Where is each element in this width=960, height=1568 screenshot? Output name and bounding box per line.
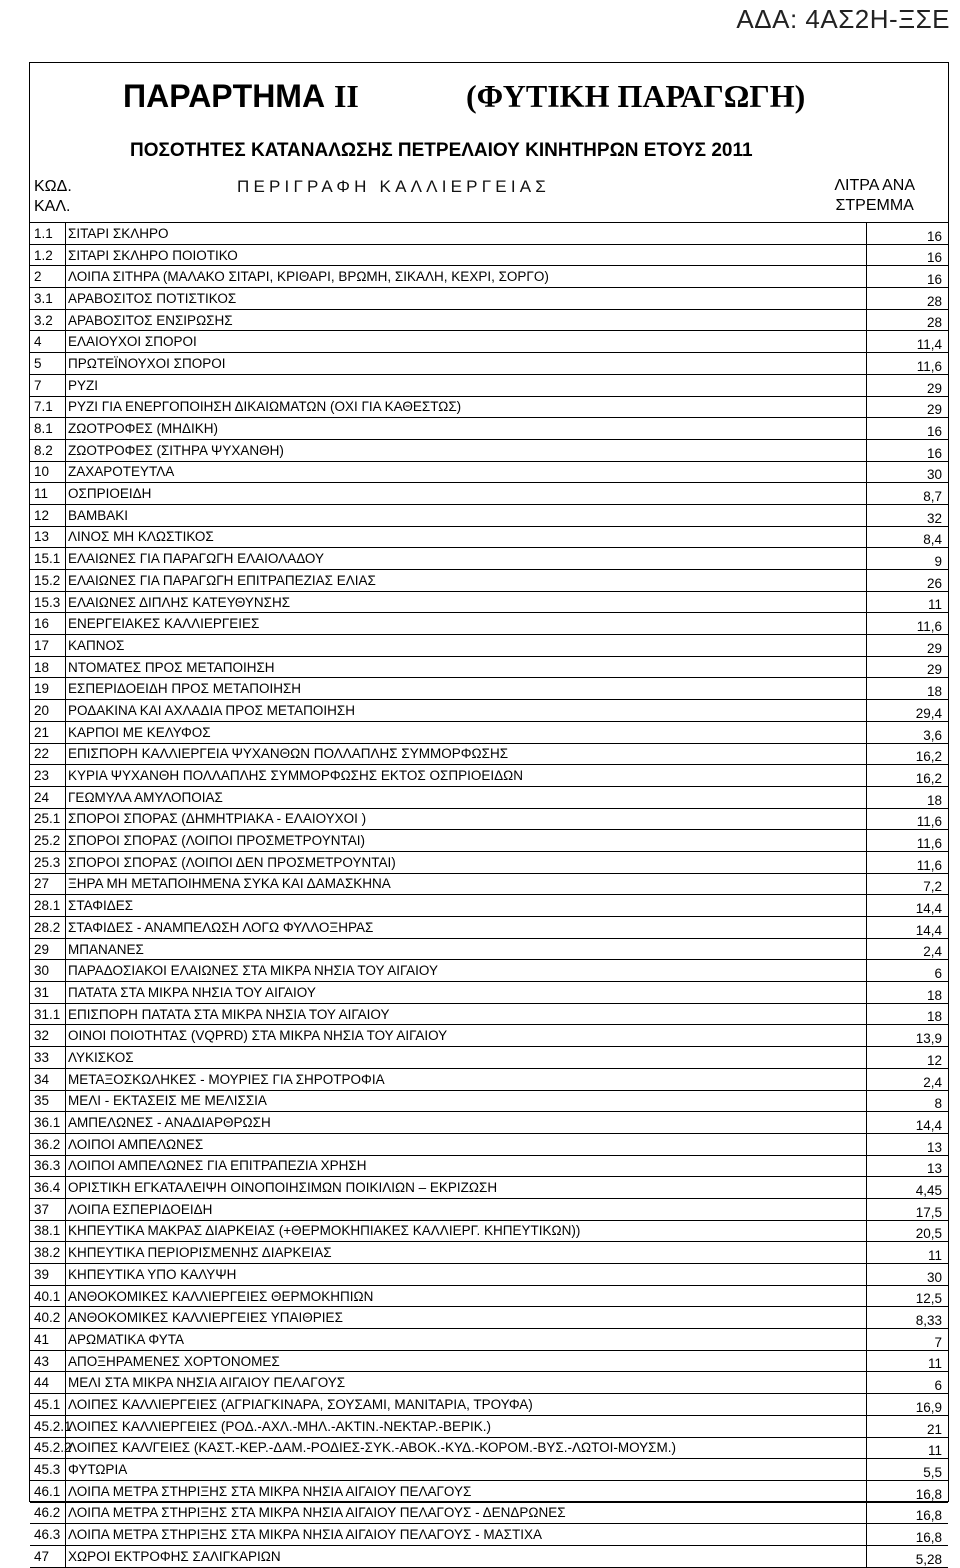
liters-per-stremma-cell: 5,28 [867, 1545, 949, 1567]
crop-description-cell: ΜΕΛΙ - ΕΚΤΑΣΕΙΣ ΜΕ ΜΕΛΙΣΣΙΑ [66, 1090, 867, 1112]
crop-code-cell: 45.2.2 [30, 1437, 66, 1459]
liters-per-stremma-cell: 14,4 [867, 895, 949, 917]
crop-description-cell: ΝΤΟΜΑΤΕΣ ΠΡΟΣ ΜΕΤΑΠΟΙΗΣΗ [66, 656, 867, 678]
document-subtitle: ΠΟΣΟΤΗΤΕΣ ΚΑΤΑΝΑΛΩΣΗΣ ΠΕΤΡΕΛΑΙΟΥ ΚΙΝΗΤΗΡΩΝ ΕΤΟΥΣ 2011 [130, 140, 753, 161]
crop-description-cell: ΞΗΡΑ ΜΗ ΜΕΤΑΠΟΙΗΜΕΝΑ ΣΥΚΑ ΚΑΙ ΔΑΜΑΣΚΗΝΑ [66, 873, 867, 895]
crop-description-cell: ΣΤΑΦΙΔΕΣ - ΑΝΑΜΠΕΛΩΣΗ ΛΟΓΩ ΦΥΛΛΟΞΗΡΑΣ [66, 917, 867, 939]
liters-per-stremma-cell: 8,7 [867, 483, 949, 505]
table-row [30, 678, 948, 700]
liters-per-stremma-cell: 14,4 [867, 1112, 949, 1134]
table-row [30, 808, 948, 830]
crop-code-cell: 2 [30, 266, 66, 288]
crop-description-cell: ΕΛΑΙΟΥΧΟΙ ΣΠΟΡΟΙ [66, 331, 867, 353]
table-row [30, 873, 948, 895]
table-row [30, 700, 948, 722]
crop-description-cell: ΣΠΟΡΟΙ ΣΠΟΡΑΣ (ΛΟΙΠΟΙ ΔΕΝ ΠΡΟΣΜΕΤΡΟΥΝΤΑΙ) [66, 851, 867, 873]
table-row [30, 1003, 948, 1025]
crop-code-cell: 35 [30, 1090, 66, 1112]
liters-per-stremma-cell: 21 [867, 1415, 949, 1437]
crop-code-cell: 1.2 [30, 244, 66, 266]
liters-per-stremma-cell: 17,5 [867, 1198, 949, 1220]
liters-per-stremma-cell: 7 [867, 1329, 949, 1351]
table-row [30, 504, 948, 526]
liters-per-stremma-cell: 29 [867, 635, 949, 657]
crop-description-cell: ΣΙΤΑΡΙ ΣΚΛΗΡΟ ΠΟΙΟΤΙΚΟ [66, 244, 867, 266]
crop-code-cell: 4 [30, 331, 66, 353]
crop-code-cell: 15.1 [30, 548, 66, 570]
liters-per-stremma-cell: 18 [867, 786, 949, 808]
crop-description-cell: ΡΟΔΑΚΙΝΑ ΚΑΙ ΑΧΛΑΔΙΑ ΠΡΟΣ ΜΕΤΑΠΟΙΗΣΗ [66, 700, 867, 722]
cultivation-table-body [30, 223, 948, 1568]
crop-code-cell: 32 [30, 1025, 66, 1047]
liters-per-stremma-cell: 8,4 [867, 526, 949, 548]
liters-per-stremma-cell: 11,6 [867, 808, 949, 830]
crop-description-cell: ΒΑΜΒΑΚΙ [66, 504, 867, 526]
table-row [30, 309, 948, 331]
crop-code-cell: 25.2 [30, 830, 66, 852]
liters-per-stremma-cell: 29 [867, 374, 949, 396]
table-row [30, 548, 948, 570]
liters-per-stremma-cell: 8 [867, 1090, 949, 1112]
crop-description-cell: ΚΑΠΝΟΣ [66, 635, 867, 657]
crop-description-cell: ΕΠΙΣΠΟΡΗ ΠΑΤΑΤΑ ΣΤΑ ΜΙΚΡΑ ΝΗΣΙΑ ΤΟΥ ΑΙΓΑΙΟΥ [66, 1003, 867, 1025]
liters-per-stremma-cell: 28 [867, 288, 949, 310]
crop-code-cell: 24 [30, 786, 66, 808]
crop-code-cell: 46.3 [30, 1524, 66, 1546]
crop-code-cell: 41 [30, 1329, 66, 1351]
crop-code-cell: 13 [30, 526, 66, 548]
crop-code-cell: 46.1 [30, 1480, 66, 1502]
liters-per-stremma-cell: 11 [867, 1242, 949, 1264]
crop-code-cell: 36.3 [30, 1155, 66, 1177]
table-row [30, 1047, 948, 1069]
crop-code-cell: 43 [30, 1350, 66, 1372]
table-row [30, 1220, 948, 1242]
liters-per-stremma-cell: 16,8 [867, 1524, 949, 1546]
crop-code-cell: 40.1 [30, 1285, 66, 1307]
table-row [30, 765, 948, 787]
table-row [30, 1133, 948, 1155]
crop-code-cell: 33 [30, 1047, 66, 1069]
crop-code-cell: 20 [30, 700, 66, 722]
liters-per-stremma-cell: 14,4 [867, 917, 949, 939]
crop-description-cell: ΑΡΩΜΑΤΙΚΑ ΦΥΤΑ [66, 1329, 867, 1351]
liters-per-stremma-cell: 2,4 [867, 938, 949, 960]
crop-code-cell: 31 [30, 982, 66, 1004]
crop-code-cell: 12 [30, 504, 66, 526]
crop-description-cell: ΠΑΤΑΤΑ ΣΤΑ ΜΙΚΡΑ ΝΗΣΙΑ ΤΟΥ ΑΙΓΑΙΟΥ [66, 982, 867, 1004]
crop-code-cell: 47 [30, 1545, 66, 1567]
crop-description-cell: ΚΗΠΕΥΤΙΚΑ ΥΠΟ ΚΑΛΥΨΗ [66, 1264, 867, 1286]
table-row [30, 223, 948, 245]
crop-description-cell: ΛΟΙΠΟΙ ΑΜΠΕΛΩΝΕΣ [66, 1133, 867, 1155]
crop-code-cell: 45.1 [30, 1394, 66, 1416]
liters-per-stremma-cell: 11,6 [867, 353, 949, 375]
table-row [30, 331, 948, 353]
crop-description-cell: ΕΣΠΕΡΙΔΟΕΙΔΗ ΠΡΟΣ ΜΕΤΑΠΟΙΗΣΗ [66, 678, 867, 700]
crop-description-cell: ΚΑΡΠΟΙ ΜΕ ΚΕΛΥΦΟΣ [66, 721, 867, 743]
table-row [30, 526, 948, 548]
liters-per-stremma-cell: 12,5 [867, 1285, 949, 1307]
table-row [30, 1459, 948, 1481]
crop-description-cell: ΛΟΙΠΕΣ ΚΑΛΛΙΕΡΓΕΙΕΣ (ΑΓΡΙΑΓΚΙΝΑΡΑ, ΣΟΥΣΑΜΙ, ΜΑΝΙΤΑΡΙΑ, ΤΡΟΥΦΑ) [66, 1394, 867, 1416]
table-row [30, 1090, 948, 1112]
crop-code-cell: 15.2 [30, 570, 66, 592]
liters-per-stremma-cell: 8,33 [867, 1307, 949, 1329]
liters-per-stremma-cell: 18 [867, 982, 949, 1004]
crop-description-cell: ΡΥΖΙ ΓΙΑ ΕΝΕΡΓΟΠΟΙΗΣΗ ΔΙΚΑΙΩΜΑΤΩΝ (ΟΧΙ ΓΙΑ ΚΑΘΕΣΤΩΣ) [66, 396, 867, 418]
crop-code-cell: 46.2 [30, 1502, 66, 1524]
crop-code-cell: 19 [30, 678, 66, 700]
crop-code-cell: 3.2 [30, 309, 66, 331]
liters-per-stremma-cell: 16 [867, 223, 949, 245]
crop-code-cell: 25.3 [30, 851, 66, 873]
crop-code-cell: 25.1 [30, 808, 66, 830]
cultivation-table [30, 222, 948, 1568]
liters-per-stremma-cell: 29,4 [867, 700, 949, 722]
column-header-code [34, 177, 72, 217]
liters-per-stremma-cell: 28 [867, 309, 949, 331]
liters-per-stremma-cell: 16,2 [867, 743, 949, 765]
table-row [30, 439, 948, 461]
crop-description-cell: ΛΟΙΠΕΣ ΚΑΛΛΙΕΡΓΕΙΕΣ (ΡΟΔ.-ΑΧΛ.-ΜΗΛ.-ΑΚΤΙΝ.-ΝΕΚΤΑΡ.-ΒΕΡΙΚ.) [66, 1415, 867, 1437]
crop-code-cell: 8.2 [30, 439, 66, 461]
crop-code-cell: 36.1 [30, 1112, 66, 1134]
table-row [30, 960, 948, 982]
crop-description-cell: ΣΙΤΑΡΙ ΣΚΛΗΡΟ [66, 223, 867, 245]
crop-description-cell: ΚΗΠΕΥΤΙΚΑ ΜΑΚΡΑΣ ΔΙΑΡΚΕΙΑΣ (+ΘΕΡΜΟΚΗΠΙΑΚΕΣ ΚΑΛΛΙΕΡΓ. ΚΗΠΕΥΤΙΚΩΝ)) [66, 1220, 867, 1242]
crop-description-cell: ΧΩΡΟΙ ΕΚΤΡΟΦΗΣ ΣΑΛΙΓΚΑΡΙΩΝ [66, 1545, 867, 1567]
column-header-liters-line2: ΣΤΡΕΜΜΑ [835, 197, 914, 214]
table-row [30, 613, 948, 635]
production-type-title: (ΦΥΤΙΚΗ ΠΑΡΑΓΩΓΗ) [466, 78, 806, 114]
annex-title [123, 78, 359, 115]
table-row [30, 461, 948, 483]
liters-per-stremma-cell: 16 [867, 418, 949, 440]
crop-description-cell: ΛΟΙΠΕΣ ΚΑΛ/ΓΕΙΕΣ (ΚΑΣΤ.-ΚΕΡ.-ΔΑΜ.-ΡΟΔΙΕΣ-ΣΥΚ.-ΑΒΟΚ.-ΚΥΔ.-ΚΟΡΟΜ.-ΒΥΣ.-ΛΩΤΟΙ-ΜΟΥΣΜ.) [66, 1437, 867, 1459]
table-row [30, 721, 948, 743]
table-row [30, 1480, 948, 1502]
crop-code-cell: 45.2.1 [30, 1415, 66, 1437]
crop-description-cell: ΣΠΟΡΟΙ ΣΠΟΡΑΣ (ΔΗΜΗΤΡΙΑΚΑ - ΕΛΑΙΟΥΧΟΙ ) [66, 808, 867, 830]
table-row [30, 418, 948, 440]
crop-code-cell: 18 [30, 656, 66, 678]
crop-code-cell: 31.1 [30, 1003, 66, 1025]
table-row [30, 1025, 948, 1047]
table-row [30, 1329, 948, 1351]
crop-code-cell: 37 [30, 1198, 66, 1220]
crop-description-cell: ΜΕΛΙ ΣΤΑ ΜΙΚΡΑ ΝΗΣΙΑ ΑΙΓΑΙΟΥ ΠΕΛΑΓΟΥΣ [66, 1372, 867, 1394]
table-row [30, 851, 948, 873]
liters-per-stremma-cell: 11,6 [867, 851, 949, 873]
crop-description-cell: ΠΑΡΑΔΟΣΙΑΚΟΙ ΕΛΑΙΩΝΕΣ ΣΤΑ ΜΙΚΡΑ ΝΗΣΙΑ ΤΟΥ ΑΙΓΑΙΟΥ [66, 960, 867, 982]
column-header-code-line1: ΚΩΔ. [34, 178, 72, 195]
crop-description-cell: ΚΥΡΙΑ ΨΥΧΑΝΘΗ ΠΟΛΛΑΠΛΗΣ ΣΥΜΜΟΡΦΩΣΗΣ ΕΚΤΟΣ ΟΣΠΡΙΟΕΙΔΩΝ [66, 765, 867, 787]
table-row [30, 570, 948, 592]
crop-description-cell: ΖΑΧΑΡΟΤΕΥΤΛΑ [66, 461, 867, 483]
crop-description-cell: ΕΛΑΙΩΝΕΣ ΓΙΑ ΠΑΡΑΓΩΓΗ ΕΠΙΤΡΑΠΕΖΙΑΣ ΕΛΙΑΣ [66, 570, 867, 592]
crop-description-cell: ΛΟΙΠΑ ΜΕΤΡΑ ΣΤΗΡΙΞΗΣ ΣΤΑ ΜΙΚΡΑ ΝΗΣΙΑ ΑΙΓΑΙΟΥ ΠΕΛΑΓΟΥΣ - ΜΑΣΤΙΧΑ [66, 1524, 867, 1546]
annex-title-word: ΠΑΡΑΡΤΗΜΑ [123, 78, 326, 114]
liters-per-stremma-cell: 32 [867, 504, 949, 526]
table-row [30, 374, 948, 396]
crop-code-cell: 16 [30, 613, 66, 635]
crop-description-cell: ΑΡΑΒΟΣΙΤΟΣ ΕΝΣΙΡΩΣΗΣ [66, 309, 867, 331]
crop-description-cell: ΕΠΙΣΠΟΡΗ ΚΑΛΛΙΕΡΓΕΙΑ ΨΥΧΑΝΘΩΝ ΠΟΛΛΑΠΛΗΣ ΣΥΜΜΟΡΦΩΣΗΣ [66, 743, 867, 765]
table-row [30, 895, 948, 917]
crop-description-cell: ΛΟΙΠΟΙ ΑΜΠΕΛΩΝΕΣ ΓΙΑ ΕΠΙΤΡΑΠΕΖΙΑ ΧΡΗΣΗ [66, 1155, 867, 1177]
crop-description-cell: ΑΝΘΟΚΟΜΙΚΕΣ ΚΑΛΛΙΕΡΓΕΙΕΣ ΘΕΡΜΟΚΗΠΙΩΝ [66, 1285, 867, 1307]
table-row [30, 244, 948, 266]
crop-code-cell: 39 [30, 1264, 66, 1286]
crop-code-cell: 44 [30, 1372, 66, 1394]
crop-description-cell: ΛΟΙΠΑ ΕΣΠΕΡΙΔΟΕΙΔΗ [66, 1198, 867, 1220]
liters-per-stremma-cell: 16,9 [867, 1394, 949, 1416]
liters-per-stremma-cell: 16,2 [867, 765, 949, 787]
crop-description-cell: ΜΠΑΝΑΝΕΣ [66, 938, 867, 960]
liters-per-stremma-cell: 7,2 [867, 873, 949, 895]
title-row [0, 78, 960, 118]
crop-code-cell: 3.1 [30, 288, 66, 310]
annex-roman-numeral: II [333, 78, 359, 114]
liters-per-stremma-cell: 11 [867, 591, 949, 613]
crop-code-cell: 7 [30, 374, 66, 396]
crop-code-cell: 30 [30, 960, 66, 982]
crop-description-cell: ΑΠΟΞΗΡΑΜΕΝΕΣ ΧΟΡΤΟΝΟΜΕΣ [66, 1350, 867, 1372]
crop-description-cell: ΕΛΑΙΩΝΕΣ ΓΙΑ ΠΑΡΑΓΩΓΗ ΕΛΑΙΟΛΑΔΟΥ [66, 548, 867, 570]
liters-per-stremma-cell: 18 [867, 1003, 949, 1025]
table-row [30, 830, 948, 852]
crop-description-cell: ΕΛΑΙΩΝΕΣ ΔΙΠΛΗΣ ΚΑΤΕΥΘΥΝΣΗΣ [66, 591, 867, 613]
liters-per-stremma-cell: 16 [867, 266, 949, 288]
table-row [30, 266, 948, 288]
liters-per-stremma-cell: 3,6 [867, 721, 949, 743]
crop-description-cell: ΟΣΠΡΙΟΕΙΔΗ [66, 483, 867, 505]
crop-description-cell: ΛΙΝΟΣ ΜΗ ΚΛΩΣΤΙΚΟΣ [66, 526, 867, 548]
table-row [30, 1112, 948, 1134]
liters-per-stremma-cell: 13,9 [867, 1025, 949, 1047]
table-row [30, 1285, 948, 1307]
crop-description-cell: ΛΟΙΠΑ ΜΕΤΡΑ ΣΤΗΡΙΞΗΣ ΣΤΑ ΜΙΚΡΑ ΝΗΣΙΑ ΑΙΓΑΙΟΥ ΠΕΛΑΓΟΥΣ - ΔΕΝΔΡΩΝΕΣ [66, 1502, 867, 1524]
table-row [30, 1372, 948, 1394]
liters-per-stremma-cell: 11,4 [867, 331, 949, 353]
table-row [30, 1155, 948, 1177]
liters-per-stremma-cell: 16 [867, 244, 949, 266]
table-row [30, 656, 948, 678]
crop-description-cell: ΛΟΙΠΑ ΣΙΤΗΡΑ (ΜΑΛΑΚΟ ΣΙΤΑΡΙ, ΚΡΙΘΑΡΙ, ΒΡΩΜΗ, ΣΙΚΑΛΗ, ΚΕΧΡΙ, ΣΟΡΓΟ) [66, 266, 867, 288]
crop-code-cell: 27 [30, 873, 66, 895]
crop-code-cell: 15.3 [30, 591, 66, 613]
crop-code-cell: 7.1 [30, 396, 66, 418]
liters-per-stremma-cell: 13 [867, 1133, 949, 1155]
liters-per-stremma-cell: 26 [867, 570, 949, 592]
table-row [30, 1545, 948, 1567]
table-row [30, 591, 948, 613]
crop-code-cell: 17 [30, 635, 66, 657]
liters-per-stremma-cell: 5,5 [867, 1459, 949, 1481]
crop-description-cell: ΣΠΟΡΟΙ ΣΠΟΡΑΣ (ΛΟΙΠΟΙ ΠΡΟΣΜΕΤΡΟΥΝΤΑΙ) [66, 830, 867, 852]
crop-code-cell: 22 [30, 743, 66, 765]
table-row [30, 743, 948, 765]
crop-description-cell: ΑΝΘΟΚΟΜΙΚΕΣ ΚΑΛΛΙΕΡΓΕΙΕΣ ΥΠΑΙΘΡΙΕΣ [66, 1307, 867, 1329]
crop-code-cell: 36.4 [30, 1177, 66, 1199]
crop-code-cell: 28.2 [30, 917, 66, 939]
liters-per-stremma-cell: 29 [867, 396, 949, 418]
crop-code-cell: 40.2 [30, 1307, 66, 1329]
liters-per-stremma-cell: 30 [867, 1264, 949, 1286]
crop-description-cell: ΑΡΑΒΟΣΙΤΟΣ ΠΟΤΙΣΤΙΚΟΣ [66, 288, 867, 310]
table-row [30, 1524, 948, 1546]
table-row [30, 1068, 948, 1090]
column-header-code-line2: ΚΑΛ. [34, 198, 71, 215]
liters-per-stremma-cell: 6 [867, 1372, 949, 1394]
table-row [30, 1307, 948, 1329]
table-row [30, 917, 948, 939]
table-row [30, 1437, 948, 1459]
crop-description-cell: ΟΡΙΣΤΙΚΗ ΕΓΚΑΤΑΛΕΙΨΗ ΟΙΝΟΠΟΙΗΣΙΜΩΝ ΠΟΙΚΙΛΙΩΝ – ΕΚΡΙΖΩΣΗ [66, 1177, 867, 1199]
table-row [30, 1394, 948, 1416]
crop-code-cell: 38.1 [30, 1220, 66, 1242]
crop-code-cell: 21 [30, 721, 66, 743]
liters-per-stremma-cell: 13 [867, 1155, 949, 1177]
crop-code-cell: 29 [30, 938, 66, 960]
crop-description-cell: ΦΥΤΩΡΙΑ [66, 1459, 867, 1481]
crop-description-cell: ΜΕΤΑΞΟΣΚΩΛΗΚΕΣ - ΜΟΥΡΙΕΣ ΓΙΑ ΣΗΡΟΤΡΟΦΙΑ [66, 1068, 867, 1090]
crop-code-cell: 10 [30, 461, 66, 483]
column-header-liters [834, 176, 915, 216]
liters-per-stremma-cell: 11 [867, 1350, 949, 1372]
table-row [30, 982, 948, 1004]
document-ada-code: ΑΔΑ: 4ΑΣ2Η-ΞΣΕ [736, 4, 950, 34]
liters-per-stremma-cell: 11 [867, 1437, 949, 1459]
table-row [30, 1502, 948, 1524]
liters-per-stremma-cell: 18 [867, 678, 949, 700]
crop-description-cell: ΑΜΠΕΛΩΝΕΣ - ΑΝΑΔΙΑΡΘΡΩΣΗ [66, 1112, 867, 1134]
liters-per-stremma-cell: 6 [867, 960, 949, 982]
crop-description-cell: ΠΡΩΤΕΪΝΟΥΧΟΙ ΣΠΟΡΟΙ [66, 353, 867, 375]
crop-code-cell: 28.1 [30, 895, 66, 917]
table-row [30, 288, 948, 310]
liters-per-stremma-cell: 2,4 [867, 1068, 949, 1090]
liters-per-stremma-cell: 16,8 [867, 1480, 949, 1502]
table-row [30, 1242, 948, 1264]
liters-per-stremma-cell: 30 [867, 461, 949, 483]
liters-per-stremma-cell: 9 [867, 548, 949, 570]
table-row [30, 635, 948, 657]
column-header-description: ΠΕΡΙΓΡΑΦΗ ΚΑΛΛΙΕΡΓΕΙΑΣ [237, 177, 550, 196]
liters-per-stremma-cell: 4,45 [867, 1177, 949, 1199]
table-row [30, 1415, 948, 1437]
table-row [30, 483, 948, 505]
crop-description-cell: ΓΕΩΜΥΛΑ ΑΜΥΛΟΠΟΙΑΣ [66, 786, 867, 808]
crop-description-cell: ΕΝΕΡΓΕΙΑΚΕΣ ΚΑΛΛΙΕΡΓΕΙΕΣ [66, 613, 867, 635]
column-header-liters-line1: ΛΙΤΡΑ ΑΝΑ [834, 177, 915, 194]
table-row [30, 1198, 948, 1220]
crop-description-cell: ΖΩΟΤΡΟΦΕΣ (ΣΙΤΗΡΑ ΨΥΧΑΝΘΗ) [66, 439, 867, 461]
crop-description-cell: ΣΤΑΦΙΔΕΣ [66, 895, 867, 917]
liters-per-stremma-cell: 16 [867, 439, 949, 461]
table-row [30, 1177, 948, 1199]
crop-code-cell: 45.3 [30, 1459, 66, 1481]
crop-description-cell: ΖΩΟΤΡΟΦΕΣ (ΜΗΔΙΚΗ) [66, 418, 867, 440]
liters-per-stremma-cell: 12 [867, 1047, 949, 1069]
crop-code-cell: 11 [30, 483, 66, 505]
crop-description-cell: ΡΥΖΙ [66, 374, 867, 396]
crop-code-cell: 23 [30, 765, 66, 787]
table-row [30, 353, 948, 375]
crop-description-cell: ΟΙΝΟΙ ΠΟΙΟΤΗΤΑΣ (VQPRD) ΣΤΑ ΜΙΚΡΑ ΝΗΣΙΑ ΤΟΥ ΑΙΓΑΙΟΥ [66, 1025, 867, 1047]
table-row [30, 786, 948, 808]
crop-code-cell: 5 [30, 353, 66, 375]
liters-per-stremma-cell: 11,6 [867, 830, 949, 852]
liters-per-stremma-cell: 11,6 [867, 613, 949, 635]
table-row [30, 938, 948, 960]
liters-per-stremma-cell: 20,5 [867, 1220, 949, 1242]
crop-code-cell: 36.2 [30, 1133, 66, 1155]
crop-code-cell: 8.1 [30, 418, 66, 440]
table-row [30, 1264, 948, 1286]
crop-code-cell: 34 [30, 1068, 66, 1090]
crop-code-cell: 38.2 [30, 1242, 66, 1264]
crop-code-cell: 1.1 [30, 223, 66, 245]
crop-description-cell: ΛΟΙΠΑ ΜΕΤΡΑ ΣΤΗΡΙΞΗΣ ΣΤΑ ΜΙΚΡΑ ΝΗΣΙΑ ΑΙΓΑΙΟΥ ΠΕΛΑΓΟΥΣ [66, 1480, 867, 1502]
crop-description-cell: ΚΗΠΕΥΤΙΚΑ ΠΕΡΙΟΡΙΣΜΕΝΗΣ ΔΙΑΡΚΕΙΑΣ [66, 1242, 867, 1264]
table-row [30, 396, 948, 418]
liters-per-stremma-cell: 16,8 [867, 1502, 949, 1524]
table-row [30, 1350, 948, 1372]
liters-per-stremma-cell: 29 [867, 656, 949, 678]
crop-description-cell: ΛΥΚΙΣΚΟΣ [66, 1047, 867, 1069]
